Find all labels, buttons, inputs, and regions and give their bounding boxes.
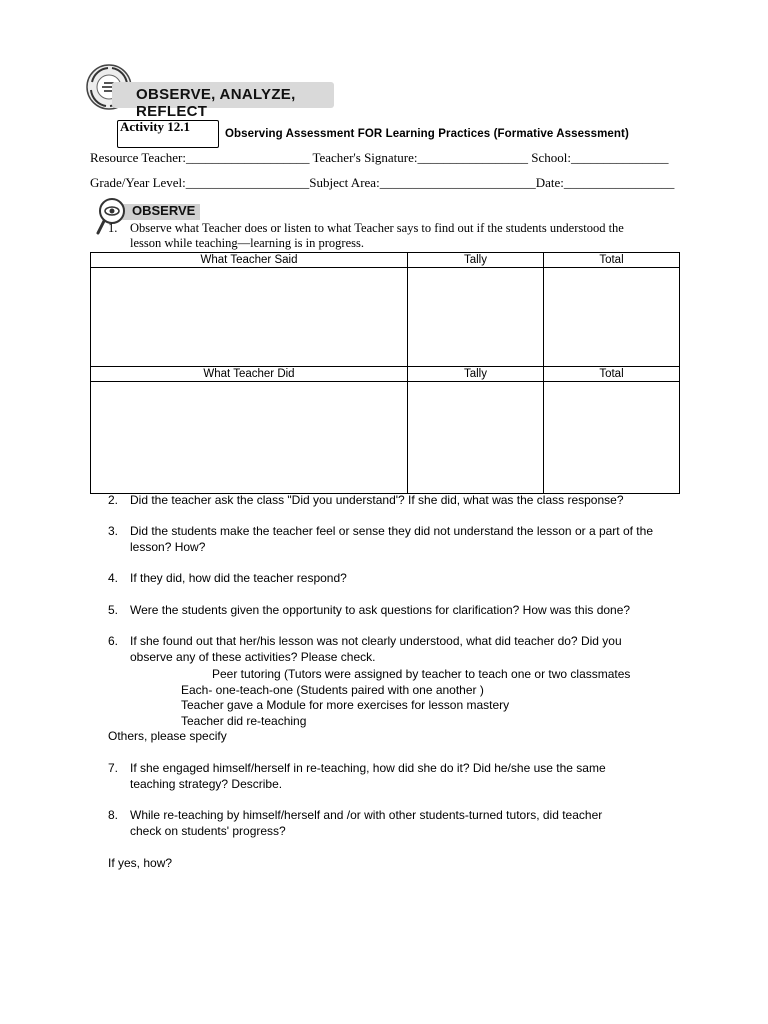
total-header: Total xyxy=(544,367,680,382)
option-peer-tutoring[interactable]: Peer tutoring (Tutors were assigned by teacher to teach one or two classmates xyxy=(212,667,631,681)
said-cell[interactable] xyxy=(91,268,408,367)
what-teacher-said-header: What Teacher Said xyxy=(91,253,408,268)
school-label: School: xyxy=(531,150,571,165)
option-module[interactable]: Teacher gave a Module for more exercises for lesson mastery xyxy=(181,698,510,712)
teacher-signature-label: Teacher's Signature: xyxy=(312,150,418,165)
field-row-2 xyxy=(90,175,674,191)
question-text: Were the students given the opportunity to ask questions for clarification? How was this done? xyxy=(130,603,631,617)
activity-box xyxy=(117,120,219,148)
grade-level-field[interactable]: ___________________ xyxy=(185,175,310,190)
others-specify-label: Others, please specify xyxy=(108,729,227,743)
table-header-row xyxy=(91,367,680,382)
total-cell[interactable] xyxy=(544,382,680,494)
tally-cell[interactable] xyxy=(408,382,544,494)
activity-label: Activity 12.1 xyxy=(120,119,191,134)
question-number: 3. xyxy=(108,524,119,538)
what-teacher-did-header: What Teacher Did xyxy=(91,367,408,382)
if-yes-label: If yes, how? xyxy=(108,856,173,870)
option-re-teaching[interactable]: Teacher did re-teaching xyxy=(181,714,307,728)
question-number: 4. xyxy=(108,571,119,585)
tally-cell[interactable] xyxy=(408,268,544,367)
subject-area-label: Subject Area: xyxy=(309,175,380,190)
field-row-1 xyxy=(90,150,668,166)
observation-table xyxy=(90,252,680,494)
option-each-one-teach-one[interactable]: Each- one-teach-one (Students paired with one another ) xyxy=(181,683,484,697)
question-text: Observe what Teacher does or listen to what Teacher says to find out if the students understood the lesson while teaching—learning is in progress. xyxy=(130,221,624,250)
did-cell[interactable] xyxy=(91,382,408,494)
table-row xyxy=(91,268,680,367)
grade-level-label: Grade/Year Level: xyxy=(90,175,186,190)
tally-header: Tally xyxy=(408,253,544,268)
banner-title: OBSERVE, ANALYZE, REFLECT xyxy=(136,86,296,120)
question-number: 6. xyxy=(108,634,119,648)
question-text: Did the students make the teacher feel or sense they did not understand the lesson or a part of the lesson? How? xyxy=(130,524,653,554)
date-field[interactable]: _________________ xyxy=(563,175,675,190)
observe-label: OBSERVE xyxy=(132,203,196,218)
school-field[interactable]: _______________ xyxy=(570,150,669,165)
total-header: Total xyxy=(544,253,680,268)
subject-area-field[interactable]: ________________________ xyxy=(379,175,536,190)
question-number: 1. xyxy=(108,221,118,235)
teacher-signature-field[interactable]: _________________ xyxy=(417,150,528,165)
table-row xyxy=(91,382,680,494)
resource-teacher-label: Resource Teacher: xyxy=(90,150,186,165)
question-number: 2. xyxy=(108,493,119,507)
question-text: If they did, how did the teacher respond? xyxy=(130,571,347,585)
question-text: While re-teaching by himself/herself and /or with other students-turned tutors, did teacher check on students' progress? xyxy=(130,808,603,838)
date-label: Date: xyxy=(535,175,564,190)
question-text: If she found out that her/his lesson was not clearly understood, what did teacher do? Did you observe any of these activities? Please check. xyxy=(130,634,622,664)
question-text: If she engaged himself/herself in re-teaching, how did she do it? Did he/she use the same teaching strategy? Describe. xyxy=(130,761,606,791)
question-number: 8. xyxy=(108,808,119,822)
question-number: 5. xyxy=(108,603,119,617)
table-header-row xyxy=(91,253,680,268)
resource-teacher-field[interactable]: ___________________ xyxy=(185,150,310,165)
total-cell[interactable] xyxy=(544,268,680,367)
question-number: 7. xyxy=(108,761,119,775)
tally-header: Tally xyxy=(408,367,544,382)
activity-title: Observing Assessment FOR Learning Practices (Formative Assessment) xyxy=(225,128,629,140)
header-banner xyxy=(84,62,332,120)
question-text: Did the teacher ask the class "Did you understand'? If she did, what was the class response? xyxy=(130,493,624,507)
